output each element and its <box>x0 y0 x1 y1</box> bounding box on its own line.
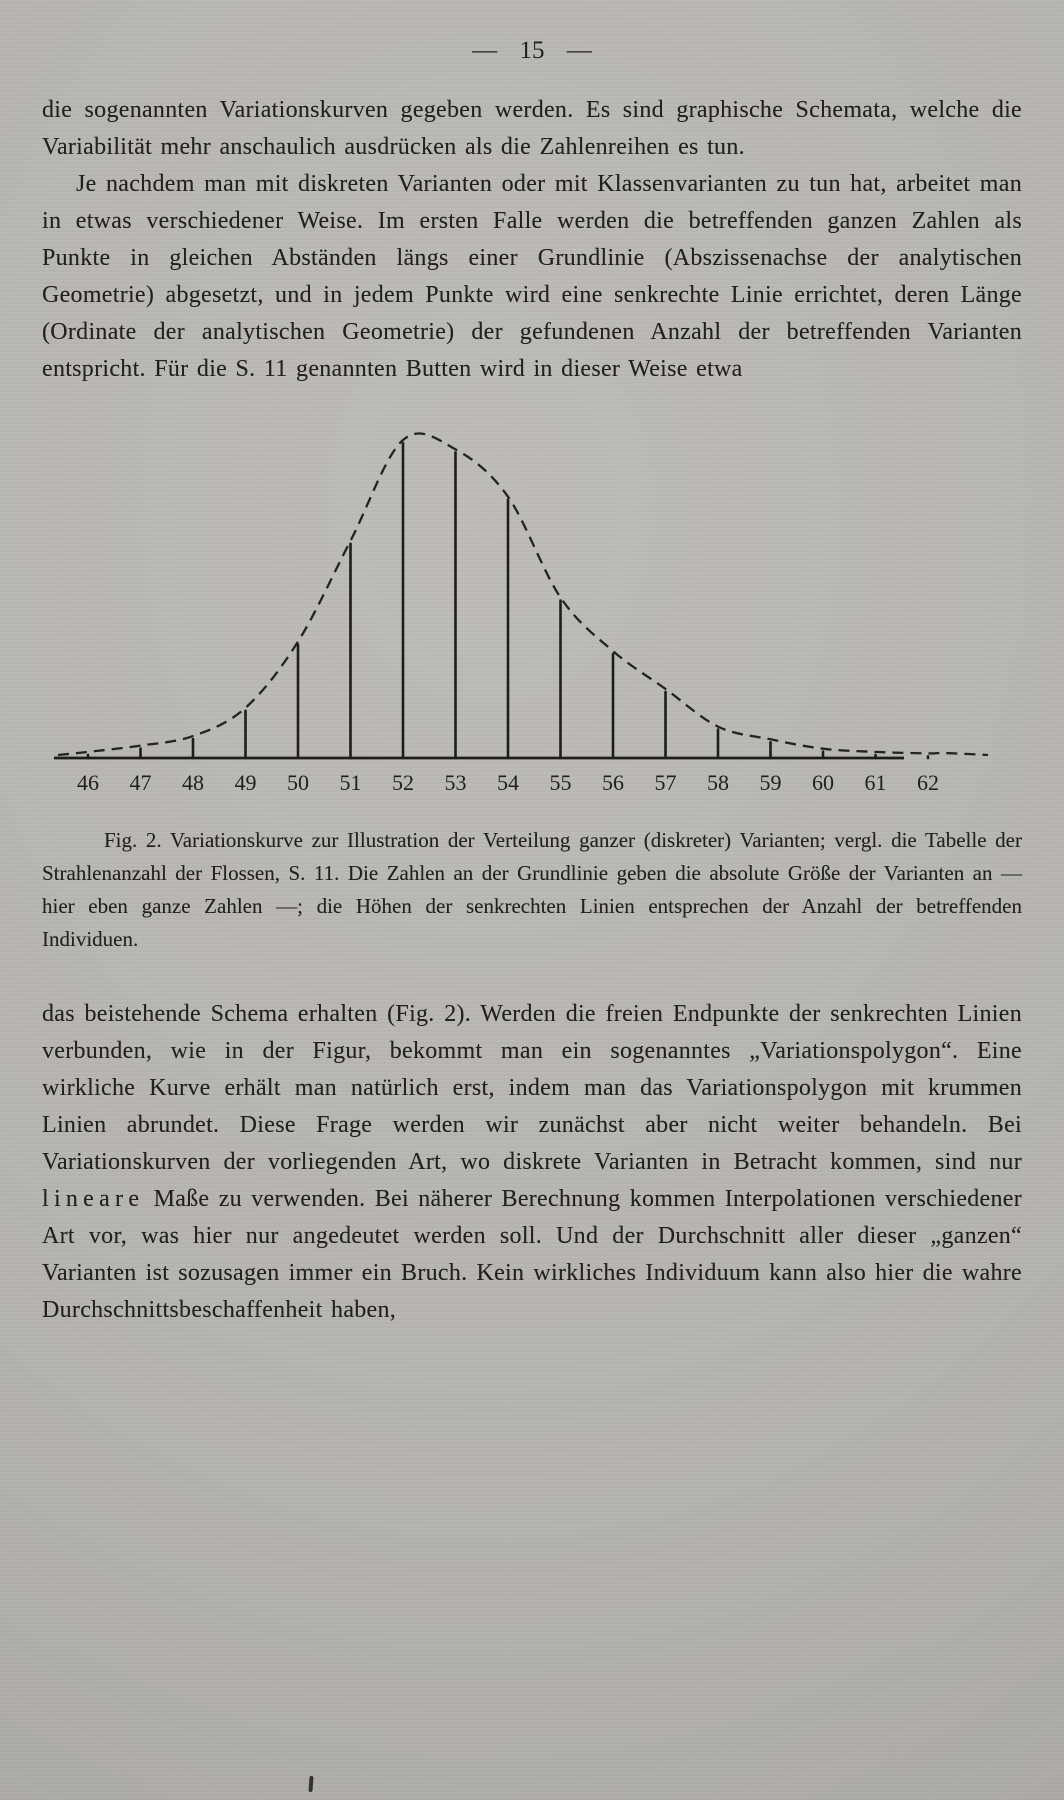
axis-tick-label: 58 <box>707 770 729 795</box>
axis-tick-label: 56 <box>602 770 624 795</box>
axis-tick-label: 52 <box>392 770 414 795</box>
variation-curve-chart <box>42 410 1022 810</box>
page-number: — 15 — <box>472 37 592 64</box>
axis-tick-label: 60 <box>812 770 834 795</box>
axis-tick-label: 51 <box>339 770 362 795</box>
axis-tick-label: 62 <box>917 770 939 795</box>
axis-tick-label: 54 <box>497 770 519 795</box>
figure-caption: Fig. 2. Variationskurve zur Illustration der Verteilung ganzer (diskreter) Varianten; vergl. die Tabelle der Strahlenanzahl der Flossen, S. 11. Die Zahlen an der Grundlinie geben die absolute Größe der Varianten an — hier eben ganze Zahlen —; die Höhen der senkrechten Linien entsprechen der Anzahl der betreffenden Individuen. <box>42 828 1022 951</box>
paragraph-continuation: die sogenannten Variationskurven gegeben werden. Es sind graphische Schemata, welche die Variabilität mehr anschaulich ausdrücken als die Zahlenreihen es tun. <box>42 97 1022 160</box>
axis-tick-label: 49 <box>234 770 257 795</box>
emphasized-word: lineare <box>42 1186 145 1212</box>
axis-tick-label: 53 <box>444 770 467 795</box>
axis-tick-label: 55 <box>549 770 572 795</box>
axis-tick-label: 61 <box>864 770 887 795</box>
axis-tick-label: 47 <box>129 770 152 795</box>
axis-tick-label: 50 <box>287 770 309 795</box>
axis-tick-label: 46 <box>77 770 99 795</box>
axis-tick-label: 57 <box>654 770 677 795</box>
paragraph-after-figure <box>42 996 1022 1329</box>
paragraph-text: das beistehende Schema erhalten (Fig. 2). Werden die freien Endpunkte der senkrechten Linien verbunden, wie in der Figur, bekommt man ein sogenanntes „Variationspolygon“. Eine wirkliche Kurve erhält man natürlich erst, indem man das Variationspolygon mit krummen Linien abrundet. Diese Frage werden wir zunächst aber nicht weiter behandeln. Bei Variationskurven der vorliegenden Art, wo diskrete Varianten in Betracht kommen, sind nur <box>42 1001 1022 1175</box>
figure-2 <box>42 410 1022 956</box>
ink-mark-artifact <box>308 1776 313 1792</box>
axis-tick-label: 59 <box>759 770 782 795</box>
variation-polygon-dashed-curve <box>58 434 988 755</box>
paragraph-text: Maße zu verwenden. Bei näherer Berechnung kommen Interpolationen verschiedener Art vor, was hier nur angedeutet werden soll. Und der Durchschnitt aller dieser „ganzen“ Varianten ist sozusagen immer ein Bruch. Kein wirkliches Individuum kann also hier die wahre Durchschnittsbeschaffenheit haben, <box>42 1186 1022 1323</box>
axis-tick-label: 48 <box>182 770 204 795</box>
paragraph-main: Je nachdem man mit diskreten Varianten oder mit Klassenvarianten zu tun hat, arbeitet man in etwas verschiedener Weise. Im ersten Falle werden die betreffenden ganzen Zahlen als Punkte in gleichen Abständen längs einer Grundlinie (Abszissenachse der analytischen Geometrie) abgesetzt, und in jedem Punkte wird eine senkrechte Linie errichtet, deren Länge (Ordinate der analytischen Geometrie) der gefundenen Anzahl der betreffenden Varianten entspricht. Für die S. 11 genannten Butten wird in dieser Weise etwa <box>42 171 1022 382</box>
